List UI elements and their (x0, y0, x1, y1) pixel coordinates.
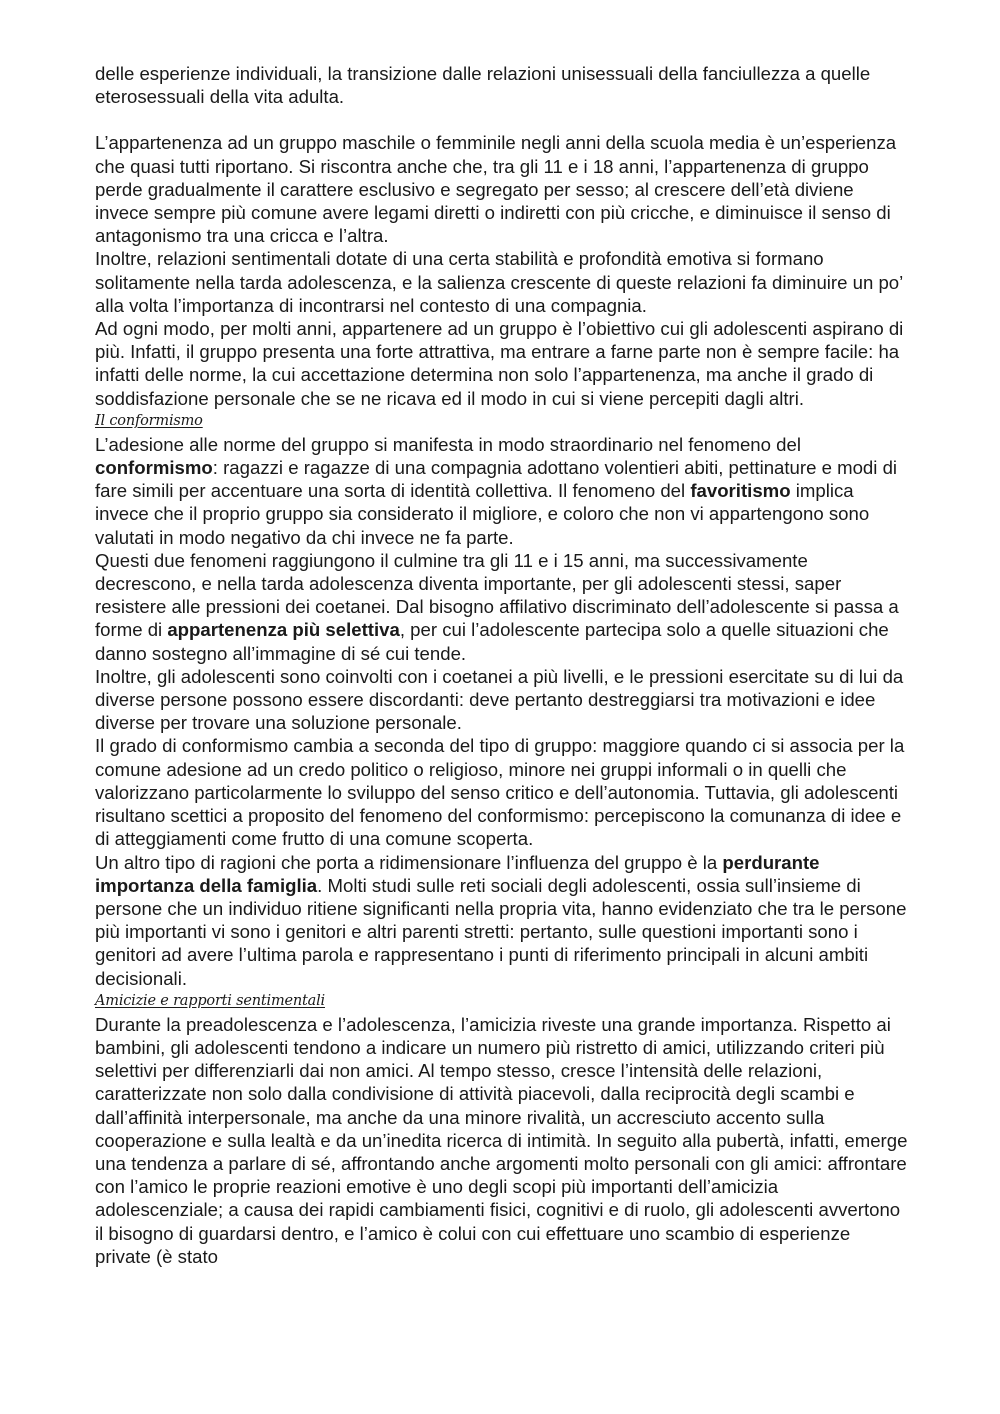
paragraph-intro-continuation: delle esperienze individuali, la transizione dalle relazioni unisessuali della fanciullezza a quelle eterosessuali della vita adulta. (95, 63, 871, 108)
paragraph-group-goal: Ad ogni modo, per molti anni, appartenere ad un gruppo è l’obiettivo cui gli adolescenti aspirano di più. Infatti, il gruppo presenta una forte attrattiva, ma entrare a farne parte non è sempre facile: ha infatti delle norme, la cui accettazione determina non solo l’appartenenza, ma anche il grado di soddisfazione personale che se ne ricava ed il modo in cui si viene percepiti dagli altri. (95, 318, 904, 409)
section-heading-amicizie: Amicizie e rapporti sentimentali (95, 992, 325, 1009)
paragraph-culmine (95, 549, 910, 665)
paragraph-group-membership: L’appartenenza ad un gruppo maschile o femminile negli anni della scuola media è un’esperienza che quasi tutti riportano. Si riscontra anche che, tra gli 11 e i 18 anni, l’appartenenza di gruppo perde gradualmente il carattere esclusivo e segregato per sesso; al crescere dell’età diviene invece sempre più comune avere legami diretti o indiretti con più cricche, e diminuisce il senso di antagonismo tra una cricca e l’altra. (95, 132, 897, 247)
bold-term-perdurante-importanza: perdurante importanza della famiglia (95, 851, 820, 896)
text-span: : ragazzi e ragazze di una compagnia adottano volentieri abiti, pettinature e modi di fare simili per accentuare una sorta di identità collettiva. Il fenomeno del (95, 457, 898, 502)
paragraph-multiple-levels: Inoltre, gli adolescenti sono coinvolti con i coetanei a più livelli, e le pressioni esercitate su di lui da diverse persone possono essere discordanti: deve pertanto destreggiarsi tra motivazioni e idee diverse per trovare una soluzione personale. (95, 665, 904, 734)
paragraph-friendship: Durante la preadolescenza e l’adolescenza, l’amicizia riveste una grande importanza. Rispetto ai bambini, gli adolescenti tendono a indicare un numero più ristretto di amici, utilizzando criteri più selettivi per differenziarli dai non amici. Al tempo stesso, cresce l’intensità delle relazioni, caratterizzate non solo dalla condivisione di attività piacevoli, dalla reciprocità degli scambi e dall’affinità interpersonale, ma anche da una minore rivalità, un accresciuto accento sulla cooperazione e sulla lealtà e da un’inedita ricerca di intimità. In seguito alla pubertà, infatti, emerge una tendenza a parlare di sé, affrontando anche argomenti molto personali con gli amici: affrontare con l’amico le proprie reazioni emotive è uno degli scopi più importanti dell’amicizia adolescenziale; a causa dei rapidi cambiamenti fisici, cognitivi e di ruolo, gli adolescenti avvertono il bisogno di guardarsi dentro, e l’amico è colui con cui effettuare uno scambio di esperienze private (è stato (95, 1013, 908, 1267)
paragraph-family-importance (95, 851, 910, 990)
paragraph-conformity-degree: Il grado di conformismo cambia a seconda del tipo di gruppo: maggiore quando ci si associa per la comune adesione ad un credo politico o religioso, minore nei gruppi informali o in quelli che valorizzano particolarmente lo sviluppo del senso critico e dell’autonomia. Tuttavia, gli adolescenti risultano scettici a proposito del fenomeno del conformismo: percepiscono la comunanza di idee e di atteggiamenti come frutto di una comune scoperta. (95, 735, 905, 850)
paragraph-gap (95, 108, 910, 131)
text-span: . Molti studi sulle reti sociali degli adolescenti, ossia sull’insieme di persone che un individuo ritiene significanti nella propria vita, hanno evidenziato che tra le persone più importanti vi sono i genitori e altri parenti stretti: pertanto, sulle questioni importanti sono i genitori ad avere l’ultima parola e rappresentano i punti di riferimento principali in alcuni ambiti decisionali. (95, 874, 907, 989)
paragraph-romantic-relations: Inoltre, relazioni sentimentali dotate di una certa stabilità e profondità emotiva si formano solitamente nella tarda adolescenza, e la salienza crescente di queste relazioni fa diminuire un po’ alla volta l’importanza di incontrarsi nel contesto di una compagnia. (95, 248, 903, 316)
document-page (95, 62, 910, 1268)
text-span: Questi due fenomeni raggiungono il culmine tra gli 11 e i 15 anni, ma successivamente decrescono, e nella tarda adolescenza diventa importante, per gli adolescenti stessi, saper resistere alle pressioni dei coetanei. Dal bisogno affilativo discriminato dell’adolescente si passa a forme di (95, 549, 899, 641)
bold-term-conformismo: conformismo (95, 457, 213, 479)
text-span: , per cui l’adolescente partecipa solo a quelle situazioni che danno sostegno all’immagine di sé cui tende. (95, 619, 889, 664)
text-span: Un altro tipo di ragioni che porta a ridimensionare l’influenza del gruppo è la (95, 851, 723, 873)
paragraph-conformismo (95, 433, 910, 549)
bold-term-appartenenza-selettiva: appartenenza più selettiva (167, 619, 400, 641)
text-span: implica invece che il proprio gruppo sia considerato il migliore, e coloro che non vi appartengono sono valutati in modo negativo da chi invece ne fa parte. (95, 480, 870, 548)
section-heading-conformismo: Il conformismo (95, 412, 203, 429)
bold-term-favoritismo: favoritismo (690, 480, 791, 502)
text-span: L’adesione alle norme del gruppo si manifesta in modo straordinario nel fenomeno del (95, 433, 801, 455)
